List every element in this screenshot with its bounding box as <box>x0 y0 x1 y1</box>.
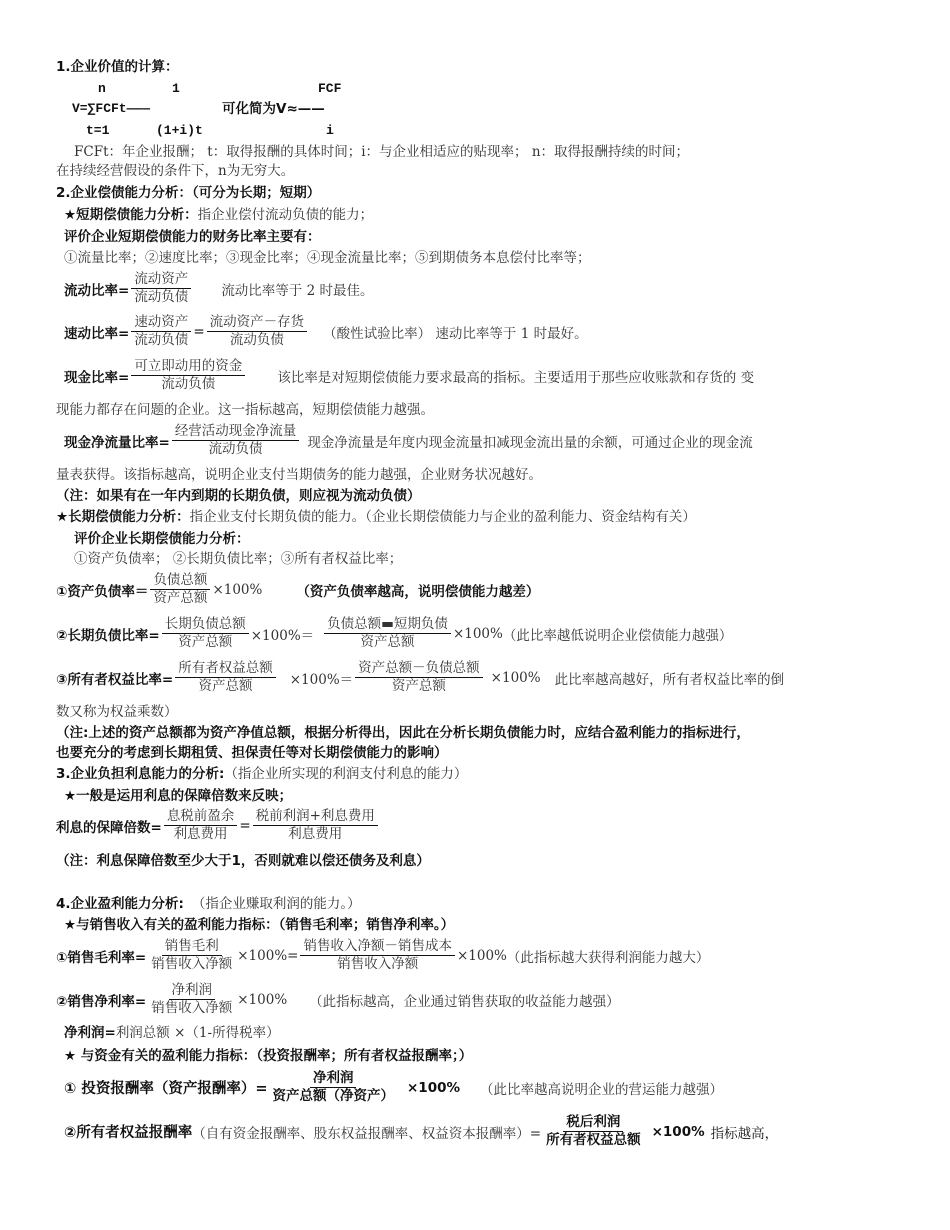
long-debt-fraction-1 <box>162 616 249 651</box>
roi-label: ① 投资报酬率（资产报酬率）= <box>64 1081 268 1097</box>
long-ratios-list: ①资产负债率； ②长期负债比率；③所有者权益比率； <box>74 551 403 567</box>
roi-fraction <box>269 1070 397 1105</box>
fraction-denominator: 资产总额（净资产） <box>272 1088 394 1104</box>
roe-aliases: （自有资金报酬率、股东权益报酬率、权益资本报酬率）= <box>192 1125 542 1142</box>
cashflow-ratio-label: 现金净流量比率= <box>64 434 170 451</box>
fraction-numerator: 净利润 <box>310 1070 357 1088</box>
fraction-numerator: 负债总额▬短期负债 <box>324 616 451 634</box>
fraction-denominator: 利息费用 <box>173 826 228 842</box>
long-term-note-1: （注:上述的资产总额都为资产净值总额，根据分析得出，因此在分析长期负债能力时，应结合盈利能力的指标进行， <box>56 725 750 741</box>
percent-multiplier: ×100% <box>406 1079 461 1096</box>
section3-title-note: （指企业所实现的利润支付利息的能力） <box>224 766 468 782</box>
section3-sub: ★一般是运用利息的保障倍数来反映； <box>64 788 293 804</box>
section4-title-note: （指企业赚取利润的能力。） <box>191 896 361 912</box>
percent-multiplier: ×100% <box>212 581 263 598</box>
gross-margin-formula <box>56 938 709 973</box>
percent-multiplier: ×100% <box>237 991 288 1008</box>
quick-ratio-fraction-1 <box>131 314 191 349</box>
cashflow-ratio-fraction <box>172 423 300 458</box>
fraction-denominator: 流动负债 <box>229 332 284 348</box>
short-ratios-head: 评价企业短期偿债能力的财务比率主要有： <box>64 229 321 245</box>
debt-ratio-label: ①资产负债率＝ <box>56 583 149 600</box>
equity-fraction-2 <box>355 660 483 695</box>
fraction-numerator: 销售收入净额－销售成本 <box>300 938 455 956</box>
fraction-denominator: 所有者权益总额 <box>546 1132 641 1148</box>
cash-ratio-note: 该比率是对短期偿债能力要求最高的指标。主要适用于那些应收账款和存货的 变 <box>277 369 755 386</box>
section2-title: 2.企业偿债能力分析：（可分为长期；短期） <box>56 185 321 201</box>
cashflow-ratio-formula <box>64 423 753 458</box>
sales-profit-head: ★与销售收入有关的盈利能力指标：（销售毛利率；销售净利率。） <box>64 917 455 933</box>
percent-multiplier: ×100% <box>490 669 541 686</box>
fraction-denominator: 资产总额 <box>153 590 208 606</box>
current-ratio-formula <box>64 271 373 306</box>
fraction-denominator: 资产总额 <box>178 634 233 650</box>
fraction-numerator: 销售毛利 <box>162 938 222 956</box>
net-profit-formula: 利润总额 ×（1-所得税率） <box>115 1025 280 1041</box>
long-term-note-2: 也要充分的考虑到长期租赁、担保责任等对长期偿债能力的影响） <box>56 745 448 761</box>
fraction-denominator: 销售收入净额 <box>151 1000 233 1016</box>
formula-top-1: 1 <box>172 81 180 96</box>
cashflow-ratio-note: 现金净流量是年度内现金流量扣减现金流出量的余额，可通过企业的现金流 <box>307 434 753 451</box>
fraction-denominator: 利息费用 <box>288 826 343 842</box>
fraction-numerator: 税后利润 <box>563 1114 623 1132</box>
long-debt-ratio-note: （此比率越低说明企业偿债能力越强） <box>502 627 733 644</box>
fraction-numerator: 负债总额 <box>150 572 210 590</box>
current-ratio-label: 流动比率= <box>64 282 130 299</box>
interest-coverage-label: 利息的保障倍数= <box>56 819 162 836</box>
fraction-numerator: 税前利润+利息费用 <box>253 808 378 826</box>
percent-multiplier: ×100%＝ <box>250 627 315 644</box>
gross-margin-note: （此指标越大获得利润能力越大） <box>506 949 710 966</box>
roe-note: 指标越高， <box>710 1125 779 1142</box>
fraction-numerator: 速动资产 <box>131 314 191 332</box>
debt-ratio-formula <box>56 572 539 607</box>
roe-label: ②所有者权益报酬率 <box>64 1125 193 1141</box>
fraction-denominator: 流动负债 <box>134 332 189 348</box>
long-debt-ratio-formula <box>56 616 732 651</box>
quick-ratio-formula <box>64 314 588 349</box>
section3-title: 3.企业负担利息能力的分析: <box>56 766 225 782</box>
roe-formula <box>64 1114 778 1149</box>
debt-ratio-fraction <box>150 572 210 607</box>
equity-ratio-note-cont: 数又称为权益乘数） <box>56 704 178 720</box>
formula-mid-right: 可化简为V≈—— <box>222 101 325 117</box>
gross-margin-fraction-1 <box>148 938 235 973</box>
equals-sign: = <box>239 817 251 834</box>
fraction-numerator: 流动资产－存货 <box>207 314 308 332</box>
interest-coverage-fraction-2 <box>253 808 378 843</box>
section3-title-line <box>56 765 467 783</box>
fraction-numerator: 长期负债总额 <box>162 616 249 634</box>
fraction-numerator: 资产总额－负债总额 <box>355 660 483 678</box>
net-profit-line <box>64 1024 280 1042</box>
formula-mid-left: V=∑FCFt——— <box>72 101 151 116</box>
debt-ratio-note: （资产负债率越高，说明偿债能力越差） <box>296 583 540 600</box>
short-ratios-list: ①流量比率；②速度比率；③现金比率；④现金流量比率；⑤到期债务本息偿付比率等； <box>64 250 591 266</box>
roi-formula <box>64 1070 723 1105</box>
fraction-numerator: 所有者权益总额 <box>175 660 276 678</box>
percent-multiplier: ×100%＝ <box>289 671 354 688</box>
fraction-denominator: 销售收入净额 <box>337 956 419 972</box>
equity-fraction-1 <box>175 660 276 695</box>
equals-sign: = <box>193 323 205 340</box>
formula-top-fcf: FCF <box>318 81 342 96</box>
interest-coverage-fraction-1 <box>164 808 238 843</box>
percent-multiplier: ×100% <box>456 947 507 964</box>
current-ratio-note: 流动比率等于 2 时最佳。 <box>221 282 374 299</box>
fraction-denominator: 销售收入净额 <box>151 956 233 972</box>
short-term-heading <box>64 206 373 224</box>
percent-multiplier: ×100% <box>452 625 503 642</box>
fraction-numerator: 息税前盈余 <box>164 808 238 826</box>
fraction-denominator: 流动负债 <box>161 376 216 392</box>
short-term-head: ★短期偿债能力分析： <box>64 207 198 223</box>
fraction-denominator: 资产总额 <box>360 634 415 650</box>
formula-bot-1i: (1+i)t <box>156 123 203 138</box>
short-term-note: （注：如果有在一年内到期的长期负债，则应视为流动负债） <box>56 488 421 504</box>
short-term-def: 指企业偿付流动负债的能力； <box>197 207 374 223</box>
cash-ratio-formula <box>64 358 754 393</box>
fraction-denominator: 流动负债 <box>134 289 189 305</box>
equity-ratio-label: ③所有者权益比率= <box>56 671 174 688</box>
long-term-def: 指企业支付长期负债的能力。（企业长期偿债能力与企业的盈利能力、资金结构有关） <box>189 509 696 525</box>
cash-ratio-fraction <box>131 358 245 393</box>
section3-note: （注：利息保障倍数至少大于1，否则就难以偿还债务及利息） <box>56 853 430 869</box>
long-term-heading <box>56 508 696 526</box>
formula-bot-i: i <box>326 123 334 138</box>
net-margin-label: ②销售净利率= <box>56 993 147 1010</box>
fraction-numerator: 经营活动现金净流量 <box>172 423 300 441</box>
quick-ratio-note: （酸性试验比率） 速动比率等于 1 时最好。 <box>323 325 588 342</box>
formula-bot-t: t=1 <box>86 123 110 138</box>
net-margin-fraction <box>148 982 235 1017</box>
quick-ratio-fraction-2 <box>207 314 308 349</box>
percent-multiplier: ×100% <box>651 1123 705 1140</box>
section1-title: 1.企业价值的计算： <box>56 59 179 75</box>
section1-desc2: 在持续经营假设的条件下，n为无穷大。 <box>56 163 295 179</box>
cashflow-ratio-note-cont: 量表获得。该指标越高，说明企业支付当期债务的能力越强，企业财务状况越好。 <box>56 467 542 483</box>
current-ratio-fraction <box>131 271 191 306</box>
long-debt-fraction-2 <box>324 616 451 651</box>
section1-desc1: FCFt：年企业报酬； t：取得报酬的具体时间；i：与企业相适应的贴现率； n：取得报酬持续的时间； <box>74 144 690 160</box>
net-profit-label: 净利润= <box>64 1025 116 1041</box>
percent-multiplier: ×100%= <box>237 947 299 964</box>
fraction-numerator: 净利润 <box>169 982 216 1000</box>
fraction-denominator: 资产总额 <box>391 678 446 694</box>
equity-ratio-note: 此比率越高越好，所有者权益比率的倒 <box>554 671 785 688</box>
long-ratios-head: 评价企业长期偿债能力分析： <box>74 531 250 547</box>
quick-ratio-label: 速动比率= <box>64 325 130 342</box>
fraction-numerator: 可立即动用的资金 <box>131 358 245 376</box>
interest-coverage-formula <box>56 808 380 843</box>
net-margin-formula <box>56 982 620 1017</box>
fraction-denominator: 流动负债 <box>208 441 263 457</box>
fraction-numerator: 流动资产 <box>131 271 191 289</box>
fraction-denominator: 资产总额 <box>198 678 253 694</box>
cash-ratio-label: 现金比率= <box>64 369 130 386</box>
section4-title-line <box>56 895 361 913</box>
roe-fraction <box>543 1114 644 1149</box>
long-term-head: ★长期偿债能力分析： <box>56 509 190 525</box>
cash-ratio-note-cont: 现能力都存在问题的企业。这一指标越高，短期偿债能力越强。 <box>56 402 434 418</box>
section4-title: 4.企业盈利能力分析: <box>56 896 184 912</box>
formula-top-n: n <box>98 81 106 96</box>
net-margin-note: （此指标越高，企业通过销售获取的收益能力越强） <box>309 993 620 1010</box>
roi-note: （此比率越高说明企业的营运能力越强） <box>480 1081 724 1098</box>
equity-ratio-formula <box>56 660 784 695</box>
gross-margin-label: ①销售毛利率= <box>56 949 147 966</box>
gross-margin-fraction-2 <box>300 938 455 973</box>
capital-profit-head: ★ 与资金有关的盈利能力指标：（投资报酬率；所有者权益报酬率；） <box>64 1048 473 1064</box>
long-debt-ratio-label: ②长期负债比率= <box>56 627 160 644</box>
